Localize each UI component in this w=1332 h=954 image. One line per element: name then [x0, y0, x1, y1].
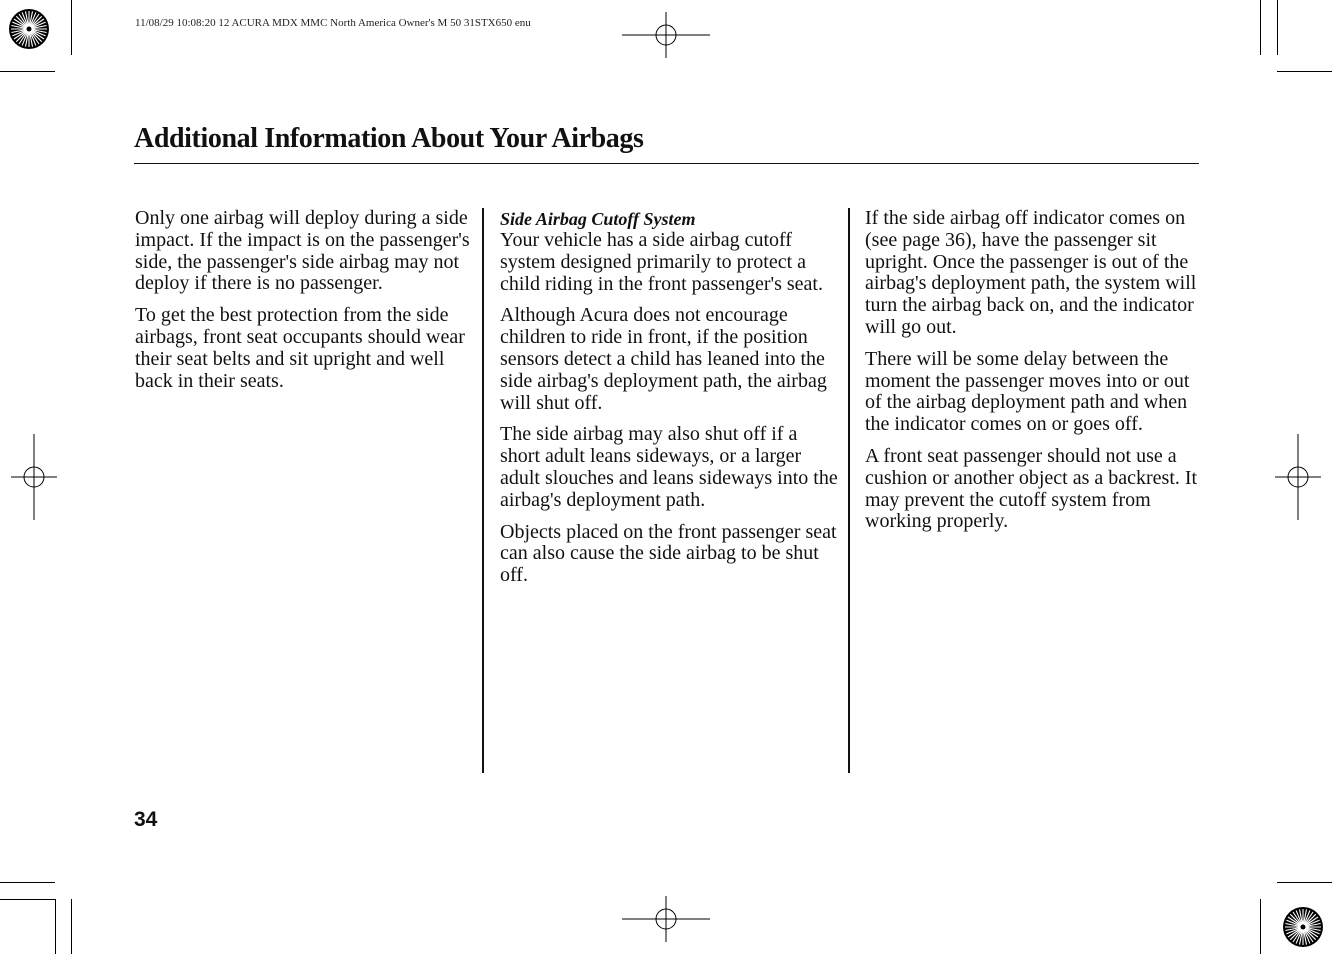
crosshair-left-middle-icon [11, 434, 57, 520]
page-number: 34 [134, 808, 158, 831]
paragraph: The side airbag may also shut off if a short adult leans sideways, or a larger adult slouches and leans sideways into the airbag's deployment path. [500, 423, 838, 511]
crop-mark-bottom-left-v2 [71, 899, 72, 954]
crop-mark-top-left-h [0, 71, 55, 72]
paragraph: Only one airbag will deploy during a side impact. If the impact is on the passenger's side, the passenger's side airbag may not deploy if there is no passenger. [135, 207, 470, 295]
paragraph: If the side airbag off indicator comes on (see page 36), have the passenger sit upright. Once the passenger is out of the airbag's deployment path, the system will turn the airbag back on, and the indicator will go out. [865, 207, 1197, 338]
section-heading: Side Airbag Cutoff System [500, 209, 696, 229]
column-1 [135, 208, 475, 402]
paragraph: There will be some delay between the moment the passenger moves into or out of the airbag deployment path and when the indicator comes on or goes off. [865, 347, 1190, 436]
crop-mark-top-right-v1 [1260, 0, 1261, 55]
paragraph: Although Acura does not encourage children to ride in front, if the position sensors detect a child has leaned into the side airbag's deployment path, the airbag will shut off. [500, 304, 827, 414]
crop-mark-bottom-left-v1 [55, 899, 56, 954]
crop-mark-bottom-left-h1 [0, 882, 55, 883]
crop-mark-top-left-v [71, 0, 72, 55]
paragraph: A front seat passenger should not use a cushion or another object as a backrest. It may prevent the cutoff system from working properly. [865, 444, 1198, 533]
column-3 [865, 208, 1205, 543]
crop-mark-bottom-left-h2 [0, 899, 55, 900]
crosshair-right-middle-icon [1275, 434, 1321, 520]
crop-mark-top-right-h [1277, 71, 1332, 72]
paragraph: Your vehicle has a side airbag cutoff system designed primarily to protect a child riding in the front passenger's seat. [500, 229, 823, 295]
title-rule [134, 163, 1199, 164]
paragraph: To get the best protection from the side airbags, front seat occupants should wear their seat belts and sit upright and well back in their seats. [135, 304, 465, 392]
crosshair-bottom-center-icon [622, 896, 710, 942]
column-divider-2 [848, 208, 850, 773]
paragraph: Objects placed on the front passenger seat can also cause the side airbag to be shut off. [500, 520, 837, 587]
registration-mark-bottom-right-icon [1281, 905, 1325, 949]
crop-mark-bottom-right-v [1260, 899, 1261, 954]
registration-mark-top-left-icon [7, 7, 51, 51]
crop-mark-top-right-v2 [1277, 0, 1278, 55]
page-title: Additional Information About Your Airbags [134, 123, 644, 154]
crosshair-top-center-icon [622, 12, 710, 58]
print-header: 11/08/29 10:08:20 12 ACURA MDX MMC North America Owner's M 50 31STX650 enu [135, 17, 531, 29]
crop-mark-bottom-right-h [1277, 882, 1332, 883]
column-2 [500, 208, 840, 597]
column-divider-1 [482, 208, 484, 773]
